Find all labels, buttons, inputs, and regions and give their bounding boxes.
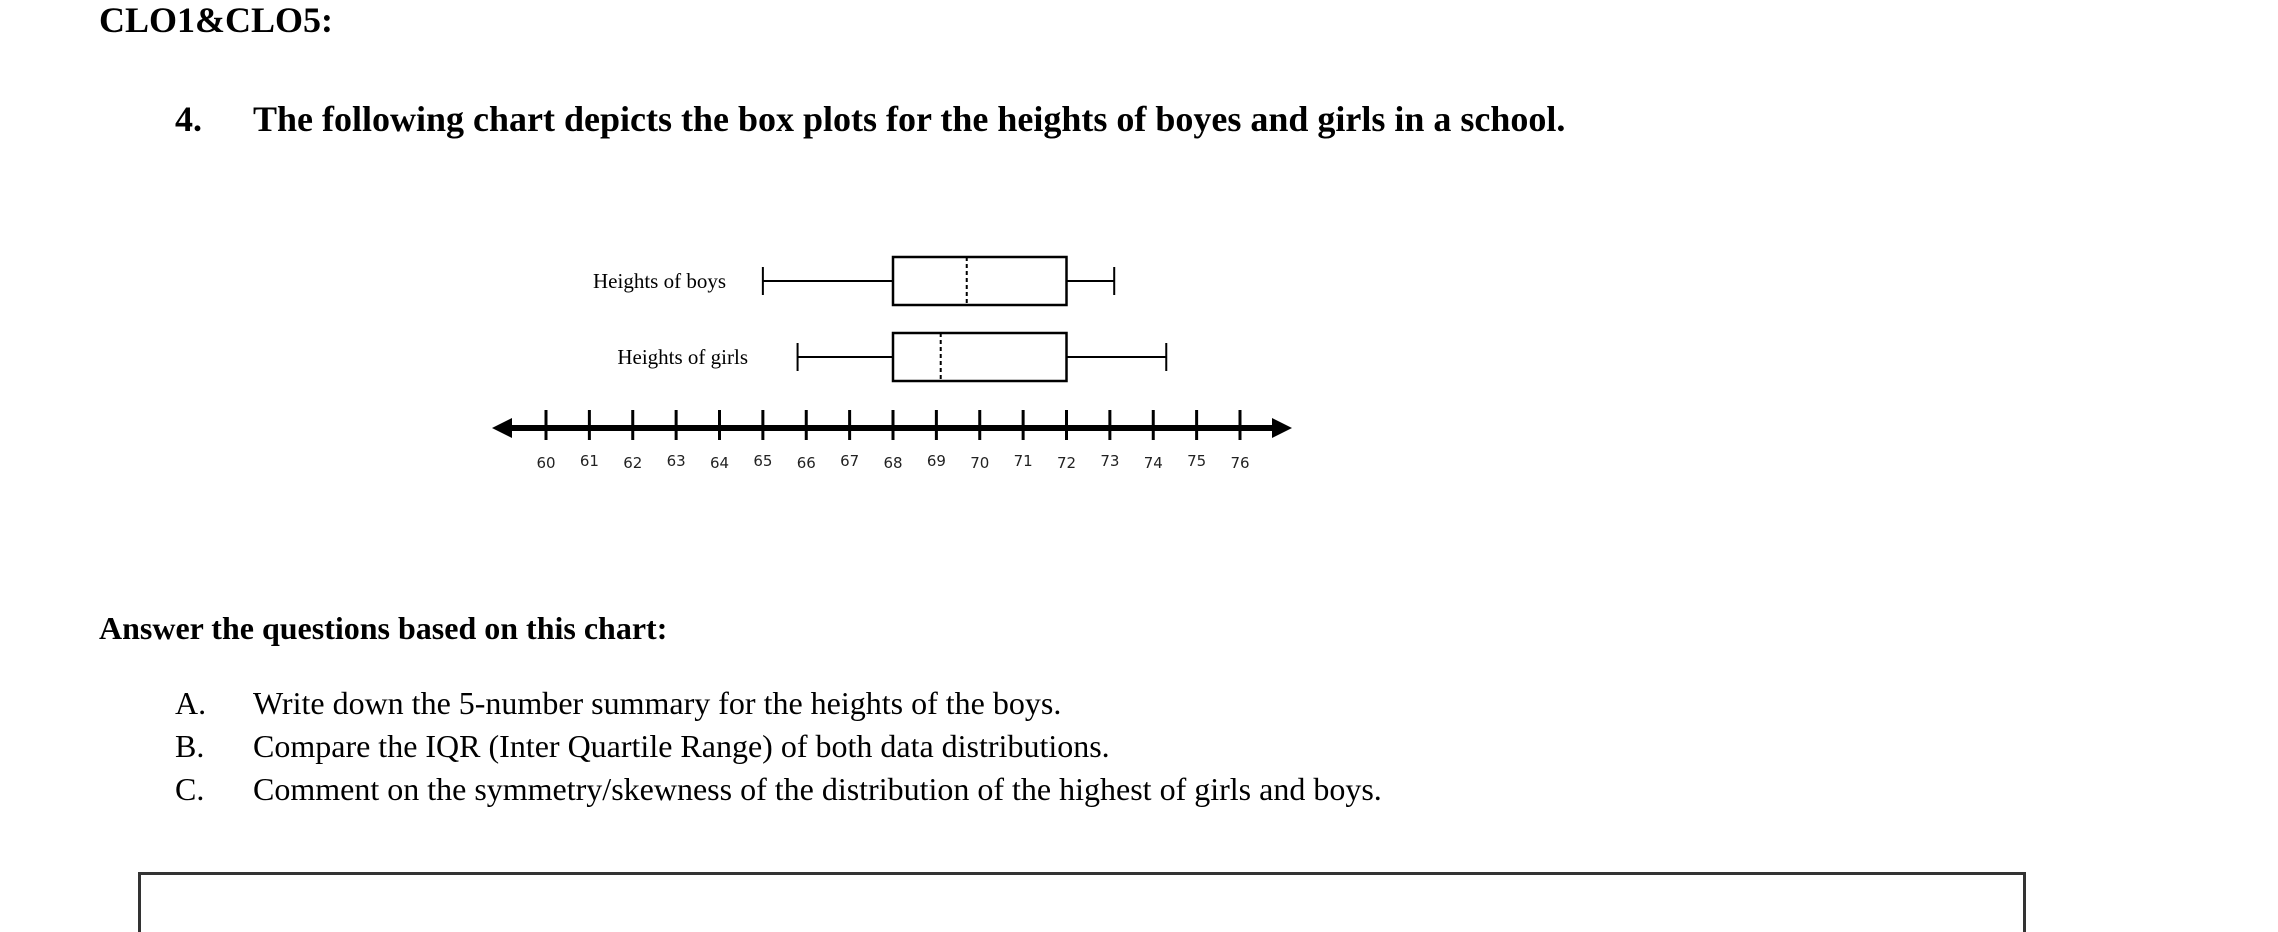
question-item-text: Comment on the symmetry/skewness of the distribution of the highest of girls and boys.: [253, 771, 1382, 807]
box-plot-chart: [480, 240, 1300, 480]
instructions: Answer the questions based on this chart:: [99, 610, 668, 646]
tick-label: 76: [1230, 454, 1250, 472]
section-heading: CLO1&CLO5:: [99, 0, 333, 40]
question-letter: B.: [175, 728, 205, 764]
question-number: 4.: [175, 99, 202, 139]
tick-label: 72: [1056, 454, 1077, 472]
tick-label: 71: [1013, 452, 1033, 470]
series-label: Heights of boys: [593, 269, 726, 293]
tick-label: 73: [1100, 452, 1120, 470]
question-item-text: Write down the 5-number summary for the heights of the boys.: [253, 685, 1062, 721]
question-item-text: Compare the IQR (Inter Quartile Range) of both data distributions.: [253, 728, 1110, 764]
iqr-box: [893, 333, 1067, 381]
tick-label: 63: [666, 452, 686, 470]
tick-label: 74: [1143, 454, 1163, 472]
question-letter: A.: [175, 685, 207, 721]
answer-box[interactable]: [138, 872, 2026, 932]
tick-label: 65: [753, 452, 773, 470]
series-label: Heights of girls: [617, 345, 748, 369]
iqr-box: [893, 257, 1067, 305]
tick-label: 68: [883, 454, 903, 472]
tick-label: 64: [709, 454, 730, 472]
tick-label: 61: [579, 452, 599, 470]
question-letter: C.: [175, 771, 205, 807]
tick-label: 70: [970, 454, 990, 472]
tick-label: 66: [796, 454, 816, 472]
question-text: The following chart depicts the box plots for the heights of boyes and girls in a school.: [253, 99, 1566, 139]
tick-label: 67: [840, 452, 860, 470]
tick-label: 62: [623, 454, 643, 472]
axis-arrow-left: [492, 418, 512, 438]
tick-label: 69: [926, 452, 946, 470]
tick-label: 60: [536, 454, 556, 472]
axis-arrow-right: [1272, 418, 1292, 438]
tick-label: 75: [1187, 452, 1207, 470]
